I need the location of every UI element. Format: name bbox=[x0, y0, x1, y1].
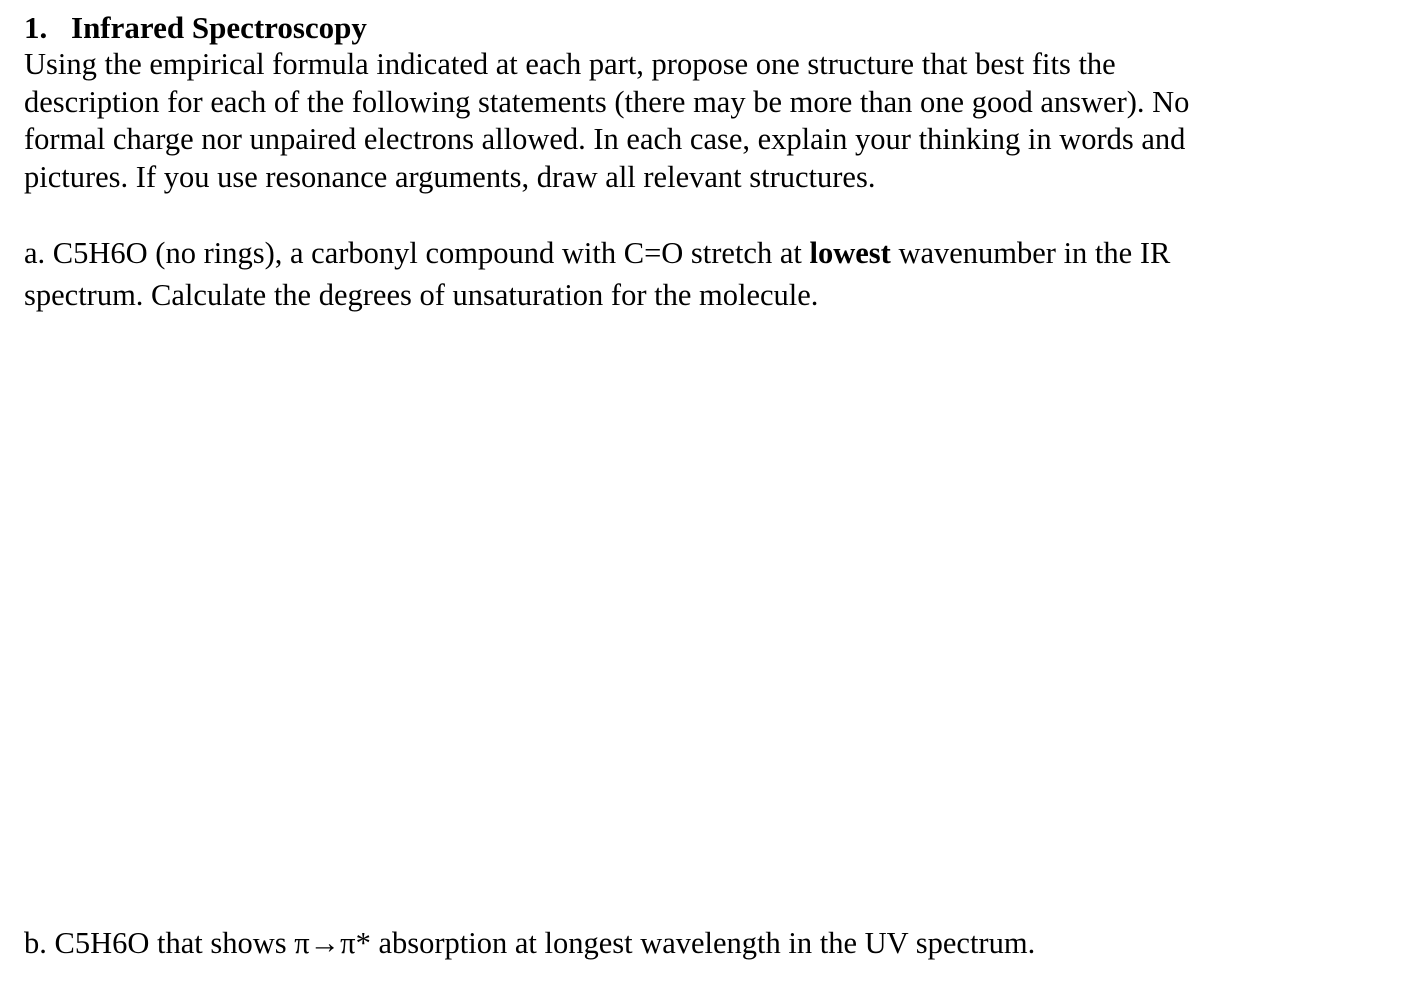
part-a-text-prefix: a. C5H6O (no rings), a carbonyl compound with C=O stretch at bbox=[24, 236, 810, 270]
question-part-b bbox=[24, 922, 1035, 964]
question-part-a bbox=[24, 232, 1170, 316]
instructions-line-2: description for each of the following statements (there may be more than one good answer). No bbox=[24, 84, 1190, 119]
part-a-line-2: spectrum. Calculate the degrees of unsaturation for the molecule. bbox=[24, 278, 819, 312]
instructions-line-4: pictures. If you use resonance arguments, draw all relevant structures. bbox=[24, 159, 876, 194]
instructions-paragraph bbox=[24, 46, 1364, 196]
part-a-text-suffix: wavenumber in the IR bbox=[890, 236, 1171, 270]
section-number: 1. bbox=[24, 10, 48, 45]
part-b-text: b. C5H6O that shows π→π* absorption at longest wavelength in the UV spectrum. bbox=[24, 926, 1036, 960]
instructions-line-3: formal charge nor unpaired electrons allowed. In each case, explain your thinking in words and bbox=[24, 122, 1186, 156]
part-a-line-1 bbox=[24, 232, 1170, 274]
section-heading bbox=[24, 8, 367, 48]
instructions-line-1: Using the empirical formula indicated at each part, propose one structure that best fits the bbox=[24, 47, 1116, 81]
part-a-emphasis: lowest bbox=[809, 236, 891, 270]
section-title: Infrared Spectroscopy bbox=[71, 10, 367, 45]
